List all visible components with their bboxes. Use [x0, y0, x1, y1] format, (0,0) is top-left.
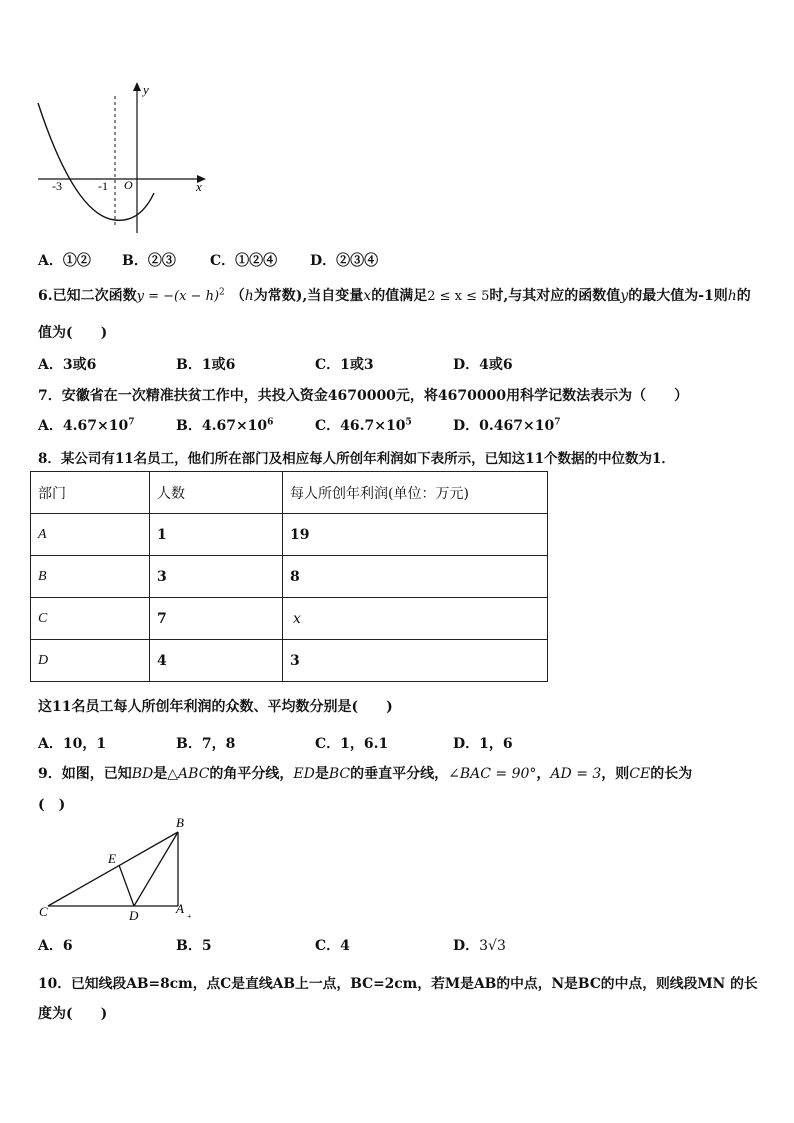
q6-stem: 6.已知二次函数$y = -(x - h)^2$ （h为常数),当自变量x的值满足2 ≤ x ≤ 5时,与其对应的函数值y的最大值为-1则h的	[38, 287, 751, 304]
q7-option-c[interactable]: C．$46.7\times 10^5$	[315, 417, 412, 434]
q9-option-d[interactable]: D．3√3	[453, 938, 506, 954]
table-header-cell: 部门	[31, 472, 150, 514]
point-b-label: B	[176, 815, 184, 830]
q6-option-b[interactable]: B．1或6	[176, 357, 236, 373]
q8-option-a[interactable]: A．10，1	[38, 736, 107, 752]
q9-option-b[interactable]: B．5	[176, 938, 212, 954]
q6-option-c[interactable]: C．1或3	[315, 357, 374, 373]
point-d-label: D	[129, 908, 139, 923]
q9-option-c[interactable]: C．4	[315, 938, 350, 954]
table-row	[31, 598, 548, 640]
triangle-figure	[34, 815, 204, 925]
table-cell: 7	[150, 598, 283, 640]
q9-stem: 9．如图，已知BD是△ABC的角平分线，ED是BC的垂直平分线，∠BAC = 90°，AD = 3，则CE的长为	[38, 766, 693, 782]
x-axis-label: x	[196, 179, 202, 194]
q7-option-b[interactable]: B．$4.67\times 10^6$	[176, 417, 274, 434]
table-cell: D	[31, 640, 150, 682]
q10-stem-line2: 度为( )	[38, 1006, 108, 1022]
table-header-row	[31, 472, 548, 514]
table-cell: A	[31, 514, 150, 556]
table-header-cell: 人数	[150, 472, 283, 514]
q10-stem: 10．已知线段AB=8cm，点C是直线AB上一点，BC=2cm，若M是AB的中点，N是BC的中点，则线段MN 的长	[38, 976, 758, 992]
table-row	[31, 556, 548, 598]
table-cell: 19	[283, 514, 548, 556]
table-cell: x	[283, 598, 548, 640]
table-cell: 3	[150, 556, 283, 598]
table-cell: 1	[150, 514, 283, 556]
q7-option-d[interactable]: D．$0.467\times 10^7$	[453, 417, 561, 434]
table-row	[31, 640, 548, 682]
point-c-label: C	[39, 904, 48, 919]
segment-ed	[119, 865, 134, 906]
q6-stem-line2: 值为( )	[38, 325, 108, 341]
q8-stem: 8．某公司有11名员工，他们所在部门及相应每人所创年利润如下表所示，已知这11个数据的中位数为1．	[38, 451, 675, 467]
tick-label-neg3: -3	[52, 179, 62, 193]
q7-stem: 7．安徽省在一次精准扶贫工作中，共投入资金4670000元，将4670000用科学记数法表示为（ ）	[38, 388, 689, 404]
table-cell: 8	[283, 556, 548, 598]
q5-option-b[interactable]: B．②③	[122, 253, 176, 269]
table-cell: B	[31, 556, 150, 598]
table-row	[31, 514, 548, 556]
q9-stem-line2: ( )	[38, 797, 66, 813]
y-axis-label: y	[143, 82, 149, 97]
q8-option-b[interactable]: B．7，8	[176, 736, 236, 752]
table-header-cell: 每人所创年利润(单位：万元)	[283, 472, 548, 514]
segment-bd	[134, 832, 178, 906]
figure-mark: +	[187, 912, 192, 921]
table-cell: C	[31, 598, 150, 640]
q7-option-a[interactable]: A．$4.67\times 10^7$	[38, 417, 135, 434]
y-axis-arrow-icon	[133, 82, 141, 91]
table-cell: 3	[283, 640, 548, 682]
table-cell: 4	[150, 640, 283, 682]
origin-label: O	[124, 178, 133, 192]
q8-option-c[interactable]: C．1，6.1	[315, 736, 389, 752]
segment-bc	[48, 832, 178, 906]
parabola-graph	[30, 78, 220, 238]
q5-option-c[interactable]: C．①②④	[210, 253, 278, 269]
q8-option-d[interactable]: D．1，6	[453, 736, 513, 752]
q8-question: 这11名员工每人所创年利润的众数、平均数分别是( )	[38, 699, 393, 715]
tick-label-neg1: -1	[98, 179, 108, 193]
q5-option-d[interactable]: D．②③④	[310, 253, 379, 269]
q6-option-d[interactable]: D．4或6	[453, 357, 513, 373]
profit-table	[30, 471, 548, 682]
q9-option-a[interactable]: A．6	[38, 938, 73, 954]
point-a-label: A	[176, 901, 184, 916]
point-e-label: E	[108, 851, 116, 866]
q6-option-a[interactable]: A．3或6	[38, 357, 97, 373]
q5-option-a[interactable]: A．①②	[38, 253, 91, 269]
